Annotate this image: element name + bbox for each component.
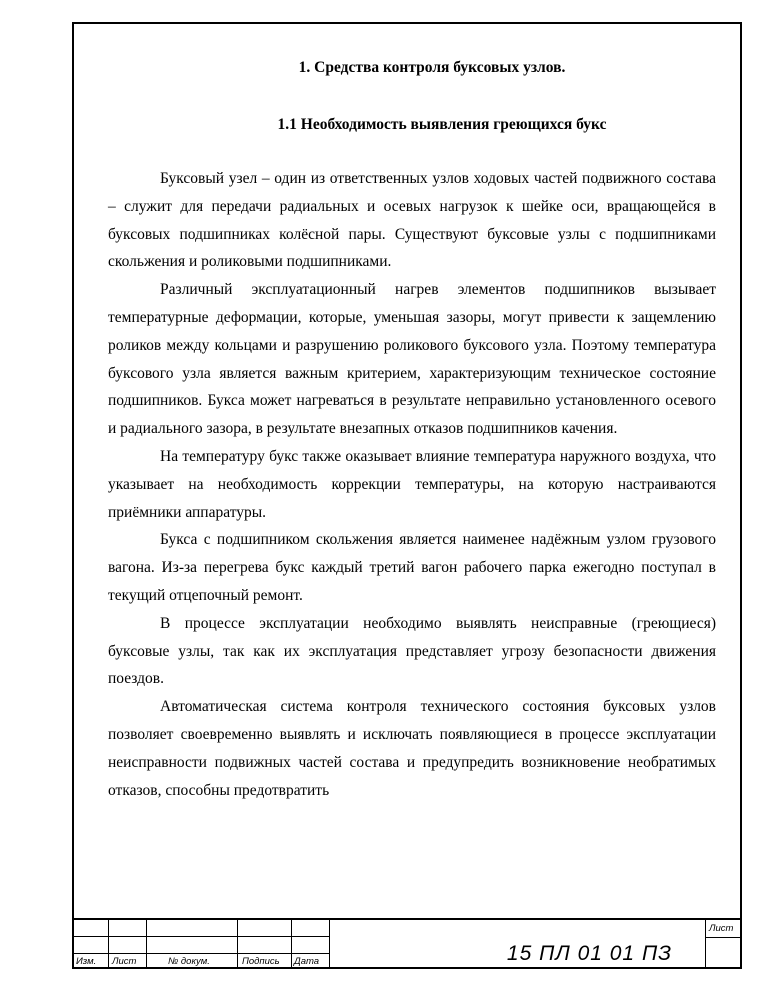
document-content bbox=[108, 40, 716, 804]
stamp-divider bbox=[237, 920, 238, 969]
document-body bbox=[108, 165, 716, 804]
paragraph: На температуру букс также оказывает влияние температура наружного воздуха, что указывает на необходимость коррекции температуры, на которую настраиваются приёмники аппаратуры. bbox=[108, 447, 716, 521]
stamp-label-podpis: Подпись bbox=[242, 956, 280, 967]
subsection-heading: 1.1 Необходимость выявления греющихся букс bbox=[277, 116, 607, 133]
stamp-label-list: Лист bbox=[112, 956, 137, 967]
paragraph: Автоматическая система контроля технического состояния буксовых узлов позволяет своевременно выявлять и исключать появляющиеся в процессе эксплуатации неисправности подвижных частей состава и предупредить возникновение необратимых отказов, способны предотвратить bbox=[108, 698, 716, 799]
stamp-divider bbox=[291, 920, 292, 969]
stamp-label-data: Дата bbox=[294, 956, 320, 967]
stamp-row-line bbox=[72, 936, 329, 937]
title-block bbox=[72, 918, 742, 969]
section-heading: 1. Средства контроля буксовых узлов. bbox=[298, 59, 566, 76]
paragraph: Букса с подшипником скольжения является наименее надёжным узлом грузового вагона. Из-за перегрева букс каждый третий вагон рабочего парка ежегодно поступал в текущий отцепочный ремонт. bbox=[108, 531, 716, 604]
stamp-divider bbox=[329, 920, 330, 969]
paragraph: В процессе эксплуатации необходимо выявлять неисправные (греющиеся) буксовые узлы, так как их эксплуатация представляет угрозу безопасности движения поездов. bbox=[108, 614, 716, 688]
stamp-label-izm: Изм. bbox=[76, 956, 97, 967]
stamp-divider bbox=[146, 920, 147, 969]
stamp-label-sheet: Лист bbox=[709, 923, 734, 934]
paragraph: Буксовый узел – один из ответственных узлов ходовых частей подвижного состава – служит для передачи радиальных и осевых нагрузок к шейке оси, вращающейся в буксовых подшипниках колёсной пары. Существуют буксовые узлы с подшипниками скольжения и роликовыми подшипниками. bbox=[108, 170, 716, 271]
paragraph: Различный эксплуатационный нагрев элементов подшипников вызывает температурные деформации, которые, уменьшая зазоры, могут привести к защемлению роликов между кольцами и разрушению роликового буксового узла. Поэтому температура буксового узла является важным критерием, характеризующим техническое состояние подшипников. Букса может нагреваться в результате неправильно установленного осевого и радиального зазора, в результате внезапных отказов подшипников качения. bbox=[108, 281, 716, 438]
stamp-row-line bbox=[705, 937, 740, 938]
stamp-divider bbox=[108, 920, 109, 969]
stamp-label-dokum: № докум. bbox=[168, 956, 210, 967]
document-number: 15 ПЛ 01 01 ПЗ bbox=[506, 942, 673, 965]
stamp-row-line bbox=[72, 953, 329, 954]
